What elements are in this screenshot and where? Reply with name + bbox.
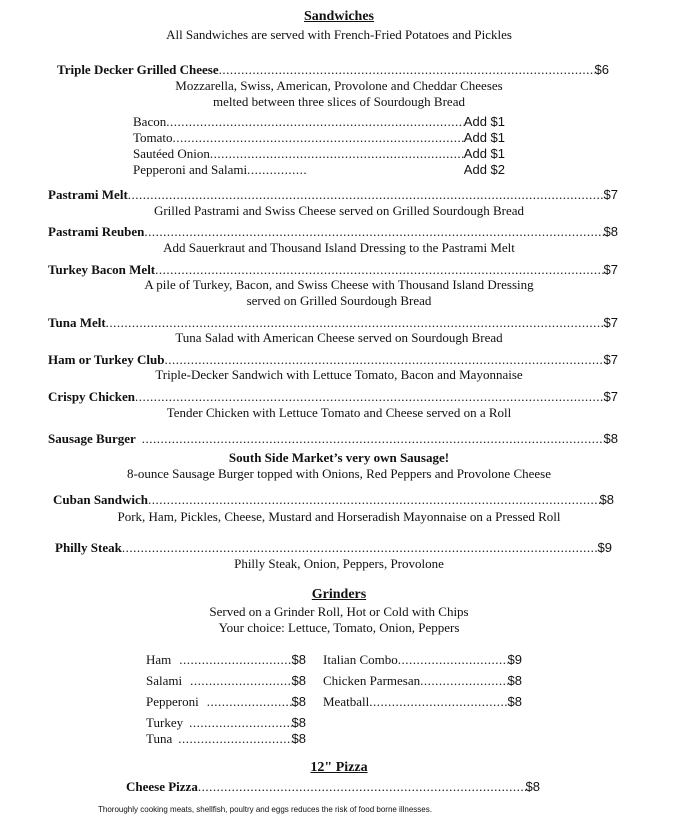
item-description: Triple-Decker Sandwich with Lettuce Tomato, Bacon and Mayonnaise (155, 367, 523, 382)
item-description: Mozzarella, Swiss, American, Provolone and Cheddar Cheeses (175, 78, 503, 93)
item-name: Turkey (146, 715, 184, 730)
leader-dots (219, 62, 595, 78)
item-price: $7 (603, 352, 618, 367)
addon-name: Pepperoni and Salami (133, 162, 248, 177)
item-price: $8 (291, 673, 306, 688)
item-name: Meatball (323, 694, 370, 709)
item-name: Cheese Pizza (126, 779, 198, 794)
addon-row (133, 130, 505, 146)
item-price: $8 (291, 652, 306, 667)
item-price: $8 (291, 715, 306, 730)
item-price: $9 (597, 540, 612, 555)
addon-price: Add $2 (463, 162, 505, 177)
item-name: Salami (146, 673, 183, 688)
menu-item-cheese-pizza (126, 779, 540, 795)
sandwiches-heading: Sandwiches (303, 9, 375, 24)
addon-row (133, 162, 505, 178)
addon-price: Add $1 (463, 114, 505, 129)
item-price: $8 (603, 431, 618, 446)
pizza-heading: 12" Pizza (310, 760, 368, 775)
item-price: $9 (507, 652, 522, 667)
item-name: Triple Decker Grilled Cheese (57, 62, 219, 77)
addon-name: Sautéed Onion (133, 146, 210, 161)
item-description: Add Sauerkraut and Thousand Island Dressing to the Pastrami Melt (163, 240, 515, 255)
menu-item (48, 262, 618, 278)
item-description: served on Grilled Sourdough Bread (246, 293, 432, 308)
item-description: Grilled Pastrami and Swiss Cheese served on Grilled Sourdough Bread (153, 203, 525, 218)
item-price: $8 (525, 779, 540, 794)
grinder-item (323, 652, 522, 668)
item-name: Chicken Parmesan (323, 673, 421, 688)
item-name: Tuna (146, 731, 173, 746)
item-price: $8 (599, 492, 614, 507)
item-name: Italian Combo (323, 652, 398, 667)
grinder-item (146, 673, 306, 689)
item-description: Pork, Ham, Pickles, Cheese, Mustard and Horseradish Mayonnaise on a Pressed Roll (117, 509, 561, 524)
addon-row (133, 146, 505, 162)
addon-price: Add $1 (463, 146, 505, 161)
item-name: Pastrami Reuben (48, 224, 145, 239)
menu-item-triple-decker (57, 62, 609, 78)
item-tagline: South Side Market’s very own Sausage! (228, 450, 450, 465)
item-name: Pepperoni (146, 694, 199, 709)
grinders-heading: Grinders (311, 587, 367, 602)
grinder-item (323, 673, 522, 689)
item-name: Ham (146, 652, 172, 667)
item-name: Pastrami Melt (48, 187, 128, 202)
item-name: Cuban Sandwich (53, 492, 149, 507)
item-price: $6 (594, 62, 609, 77)
grinder-item (146, 715, 306, 731)
item-price: $7 (603, 389, 618, 404)
item-name: Sausage Burger (48, 431, 136, 446)
item-price: $8 (603, 224, 618, 239)
item-price: $7 (603, 262, 618, 277)
menu-item (48, 187, 618, 203)
addon-name: Bacon (133, 114, 167, 129)
addon-name: Tomato (133, 130, 173, 145)
item-price: $8 (507, 673, 522, 688)
menu-item (55, 540, 612, 556)
item-description: A pile of Turkey, Bacon, and Swiss Cheese with Thousand Island Dressing (144, 277, 534, 292)
grinder-item (323, 694, 522, 710)
item-description: Philly Steak, Onion, Peppers, Provolone (234, 556, 444, 571)
grinder-item (146, 694, 306, 710)
item-price: $8 (291, 694, 306, 709)
grinder-item (146, 731, 306, 747)
menu-item (48, 352, 618, 368)
menu-item (48, 389, 618, 405)
menu-item (48, 224, 618, 240)
menu-item (48, 315, 618, 331)
menu-item (48, 431, 618, 447)
item-price: $8 (291, 731, 306, 746)
item-price: $7 (603, 315, 618, 330)
item-description: melted between three slices of Sourdough Bread (213, 94, 465, 109)
grinders-subtitle: Served on a Grinder Roll, Hot or Cold with Chips (209, 604, 469, 619)
item-name: Turkey Bacon Melt (48, 262, 156, 277)
addon-row (133, 114, 505, 130)
grinders-choices: Your choice: Lettuce, Tomato, Onion, Peppers (218, 620, 460, 635)
item-name: Tuna Melt (48, 315, 106, 330)
menu-item (53, 492, 614, 508)
item-price: $7 (603, 187, 618, 202)
food-safety-disclaimer: Thoroughly cooking meats, shellfish, poultry and eggs reduces the risk of food borne illnesses. (98, 805, 432, 814)
item-description: Tuna Salad with American Cheese served on Sourdough Bread (175, 330, 503, 345)
item-name: Ham or Turkey Club (48, 352, 165, 367)
item-price: $8 (507, 694, 522, 709)
grinder-item (146, 652, 306, 668)
sandwiches-subtitle: All Sandwiches are served with French-Fried Potatoes and Pickles (166, 27, 512, 42)
item-description: 8-ounce Sausage Burger topped with Onions, Red Peppers and Provolone Cheese (127, 466, 551, 481)
addon-price: Add $1 (463, 130, 505, 145)
item-name: Philly Steak (55, 540, 122, 555)
item-name: Crispy Chicken (48, 389, 136, 404)
item-description: Tender Chicken with Lettuce Tomato and Cheese served on a Roll (166, 405, 512, 420)
